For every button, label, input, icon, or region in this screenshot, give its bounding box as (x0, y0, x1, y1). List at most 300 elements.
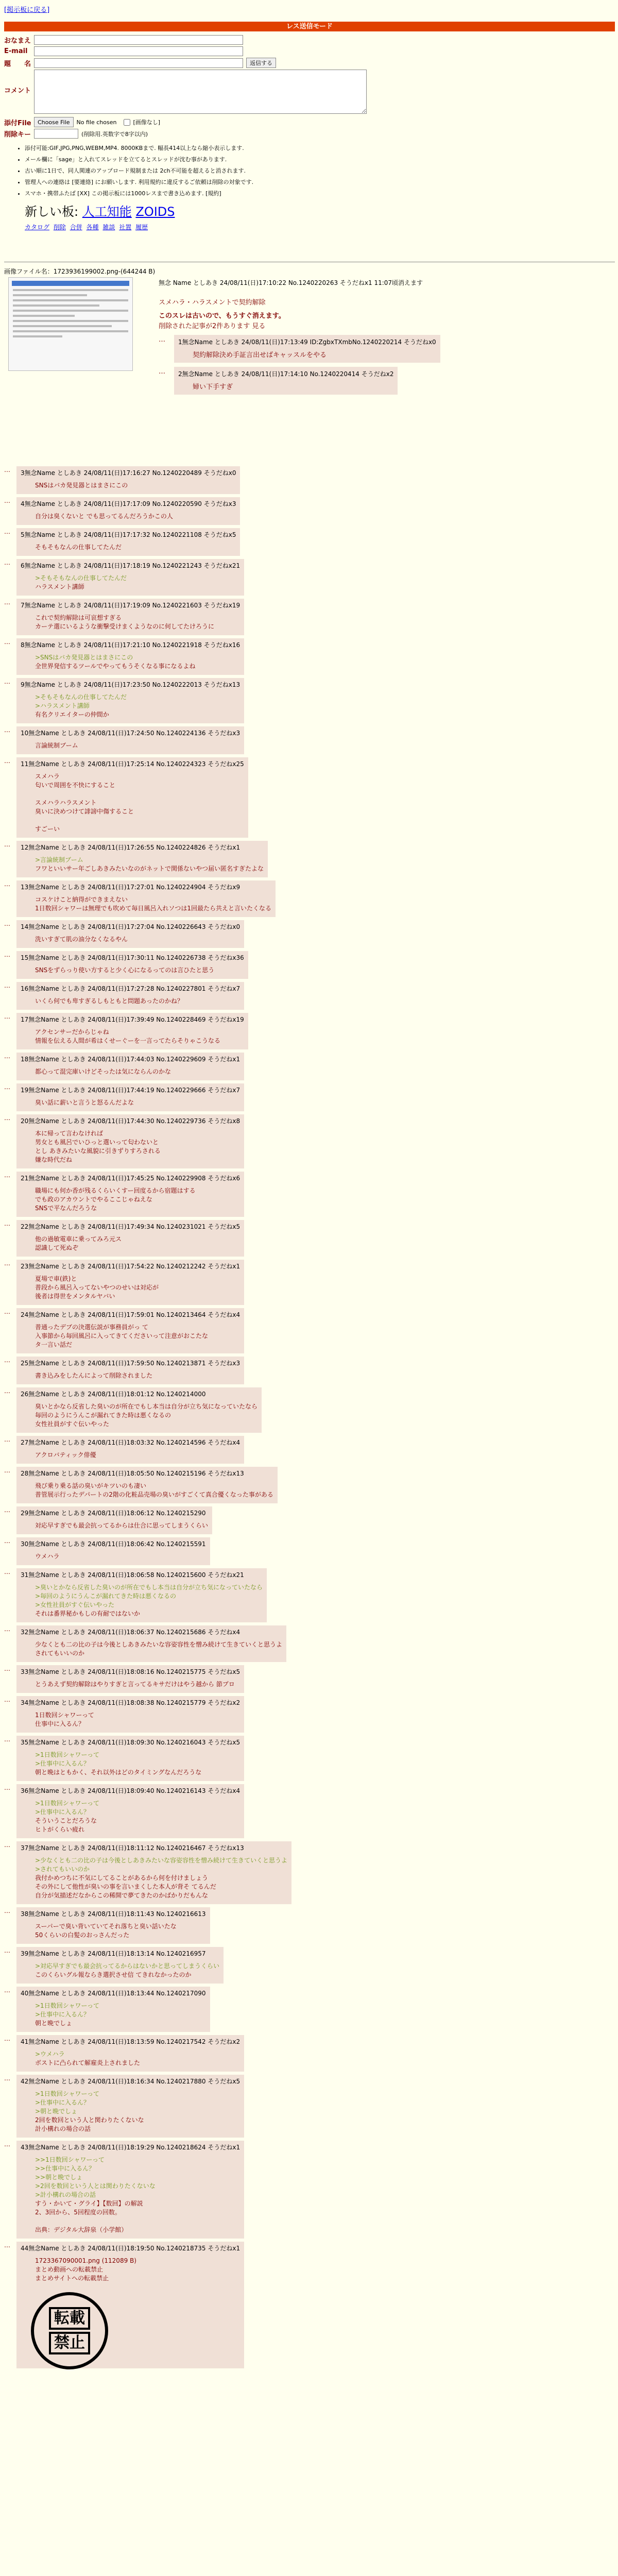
reply-text (35, 693, 240, 719)
text-line: 洗いすぎて肌の油分なくなるやん (35, 936, 128, 943)
reply-text (35, 1028, 244, 1045)
quoted-line: >少なくとも二の比の子は今後としあきみたいな容姿容性を憎み続けて生きていくと思うよ (35, 1857, 288, 1864)
reply-row (4, 1736, 615, 1781)
text-line (35, 2217, 240, 2226)
reply-indent: … (4, 1537, 10, 1545)
reply-row (4, 1907, 615, 1944)
reply-row (4, 1537, 615, 1565)
quoted-line: >仕事中に入るん？ (35, 2099, 90, 2106)
email-input[interactable] (34, 46, 243, 56)
reply-indent: … (4, 920, 10, 927)
reply-text (35, 2002, 206, 2028)
text-line (35, 816, 244, 825)
reply-row (4, 2242, 615, 2368)
reply-indent: … (4, 1907, 10, 1914)
reply-text (35, 2090, 240, 2133)
reply-text (35, 2257, 240, 2283)
reply-box (16, 1987, 210, 2032)
expire-warning: このスレは古いので、もうすぐ消えます。 (159, 312, 285, 320)
quoted-line: >言論統制ブーム (35, 856, 83, 863)
quoted-line: >>仕事中に入るん？ (35, 2165, 95, 2172)
reply-text: 契約解除決め手証言出せばキャッスルをやる (193, 351, 327, 359)
reply-header: 26無念Name としあき 24/08/11(日)18:01:12 No.1240214000 (21, 1391, 206, 1398)
reply-text (35, 614, 240, 631)
quoted-line: >1日数回シャワーって (35, 1751, 99, 1758)
subject-input[interactable] (34, 58, 243, 68)
reply-row (4, 1436, 615, 1464)
reply-header: 41無念Name としあき 24/08/11(日)18:13:59 No.1240217542 そうだねx2 (21, 2038, 241, 2045)
delete-key-label: 削除キー (4, 131, 31, 139)
text-line: それは番界秘かもしの有耐ではないか (35, 1610, 141, 1617)
text-line: このくらいグル報ならき選択させ信 てきれなかったのか (35, 1971, 192, 1978)
new-boards-label: 新しい板: (25, 205, 79, 219)
reply-row (4, 1220, 615, 1257)
reply-text (35, 1552, 206, 1561)
op-thumbnail[interactable] (8, 277, 133, 371)
text-line: 計小構れの場合の話 (35, 2125, 91, 2132)
reply-text (35, 935, 240, 944)
reply-box (16, 2035, 244, 2072)
reply-header: 40無念Name としあき 24/08/11(日)18:13:44 No.1240217090 (21, 1990, 206, 1997)
reply-indent: … (4, 466, 10, 473)
text-line: 書き込みをしたんによって削除されました (35, 1372, 153, 1379)
reply-row (4, 1841, 615, 1904)
reply-box (16, 528, 240, 556)
quoted-line: >>朝と晩でしょ (35, 2174, 83, 2181)
text-line: スメハラハラスメント (35, 799, 97, 806)
reply-text (35, 997, 240, 1006)
reply-header: 33無念Name としあき 24/08/11(日)18:08:16 No.1240215775 そうだねx5 (21, 1668, 241, 1675)
reply-indent: … (4, 528, 10, 535)
text-line: ウメハラ (35, 1553, 60, 1560)
no-image-label: [画像なし] (133, 119, 161, 126)
reply-indent: … (4, 841, 10, 848)
reply-header: 28無念Name としあき 24/08/11(日)18:05:50 No.1240215196 そうだねx13 (21, 1470, 244, 1477)
text-line: 女性社員がすぐ伝いやった (35, 1420, 110, 1428)
reply-box (174, 367, 398, 395)
reply-header: 34無念Name としあき 24/08/11(日)18:08:38 No.1240215779 そうだねx2 (21, 1699, 241, 1706)
text-line: 2回を数回という人と関わりたくないな (35, 2116, 144, 2124)
reply-header: 29無念Name としあき 24/08/11(日)18:06:12 No.1240215290 (21, 1510, 206, 1517)
reply-box (16, 1696, 244, 1733)
email-label: E-mail (4, 47, 28, 55)
various-link[interactable]: 各種 (86, 224, 99, 231)
reply-box (16, 2242, 244, 2368)
text-line: SNSをずらっり使い方すると少く心になるってのは言ひたと思う (35, 967, 215, 974)
reply-header: 1無念Name としあき 24/08/11(日)17:13:49 ID:ZgbxTXmbNo.1240220214 そうだねx0 (178, 338, 436, 346)
delete-key-input[interactable] (34, 129, 78, 139)
reply-box (16, 599, 244, 635)
text-line: 自分が気描述だなからこの稀開で夢てきたのかばかりだもんな (35, 1892, 209, 1899)
text-line: ハラスメント講師 (35, 583, 84, 590)
reply-box (16, 951, 248, 979)
category-links (25, 223, 615, 231)
reply-indent: … (4, 1083, 10, 1091)
note-item: • メール欄に「sage」と入れてスレッドを立てるとスレッドが沈む事があります. (25, 155, 615, 163)
reply-text (35, 1098, 240, 1107)
text-line: 普管展示行ったデパートの2階の化粧品売場の臭いがすごくて真合優くなった事がある (35, 1491, 273, 1498)
reply-box (16, 2075, 244, 2138)
quoted-line: >ハラスメント講師 (35, 702, 90, 709)
reply-indent: … (4, 1625, 10, 1633)
new-boards (25, 201, 615, 219)
reply-box (16, 1083, 244, 1111)
text-line: 1日数回シャワーって (35, 1711, 94, 1719)
reply-form (4, 35, 615, 231)
reply-text (35, 574, 240, 591)
reply-header: 4無念Name としあき 24/08/11(日)17:17:09 No.1240220590 そうだねx3 (21, 500, 236, 507)
posting-notes (25, 144, 615, 197)
comment-textarea[interactable] (34, 70, 367, 114)
reply-box (16, 880, 276, 917)
name-label: おなまえ (4, 37, 31, 45)
reply-text (35, 1067, 240, 1076)
reply-indent: … (4, 1506, 10, 1514)
reply-box (16, 1308, 244, 1353)
reply-indent: … (4, 951, 10, 958)
quoted-line: >SNSはバカ発見器とはまさにこの (35, 654, 133, 661)
reply-mode-bar: レス送信モード (4, 22, 615, 31)
reply-text (35, 512, 236, 521)
text-line: でも政のアカウントでやるここじゃねえな (35, 1196, 152, 1203)
text-line: 本に帰って言わなければ (35, 1130, 104, 1137)
quoted-line: >2回を数回という人とは関わりたくないな (35, 2182, 156, 2190)
text-line: 我付かめつちに不気にしてることがあるから何を付けましょう (35, 1874, 209, 1882)
reply-box (16, 1220, 244, 1257)
text-line: 飛び乗り乗る話の臭いがキツいのも凄い (35, 1482, 147, 1489)
name-input[interactable] (34, 35, 243, 45)
reply-indent: … (4, 1114, 10, 1122)
quoted-line: >そもそもなんの仕事してたんだ (35, 574, 127, 582)
reply-text (35, 1711, 240, 1728)
text-line: 認識して死ぬぞ (35, 1244, 79, 1251)
reply-row (4, 1568, 615, 1622)
reply-header: 21無念Name としあき 24/08/11(日)17:45:25 No.1240229908 そうだねx6 (21, 1175, 241, 1182)
choose-file-button[interactable]: Choose File (34, 117, 74, 127)
reply-text (35, 856, 264, 873)
reply-indent: … (4, 2075, 10, 2082)
history-link[interactable]: 履歴 (135, 224, 148, 231)
reply-indent: … (4, 1357, 10, 1364)
repost-prohibited-stamp[interactable]: 転載 禁止 (21, 2287, 124, 2364)
reply-text (35, 1799, 240, 1834)
reply-text (35, 1640, 282, 1658)
reply-indent: … (4, 1467, 10, 1474)
reply-box (16, 638, 244, 675)
merge-link[interactable]: 合併 (70, 224, 82, 231)
op-header: 無念 Name としあき 24/08/11(日)17:10:22 No.1240220263 そうだねx1 11:07頃消えます (159, 279, 423, 286)
catalog-link[interactable]: カタログ (25, 224, 50, 231)
reply-box (16, 678, 244, 723)
reply-indent: … (4, 1053, 10, 1060)
text-line: 2、3回から、5回程度の回数。 (35, 2209, 121, 2216)
reply-text (35, 1521, 208, 1530)
quoted-line: >計小構れの場合の話 (35, 2191, 96, 2198)
reply-row (4, 920, 615, 948)
reply-indent: … (4, 2242, 10, 2249)
reply-text (35, 1323, 240, 1349)
text-line: アクセンサーだからじゃね (35, 1028, 109, 1036)
reply-indent: … (4, 1568, 10, 1575)
text-line: 都心って混完庫いけどそったは気にならんのかな (35, 1068, 171, 1075)
text-line: スメハラ (35, 773, 60, 780)
deleted-note: 削除された記事が2件あります 見る (159, 323, 266, 330)
reply-text: 婦い下手すぎ (193, 383, 233, 391)
reply-header: 37無念Name としあき 24/08/11(日)18:11:12 No.1240216467 そうだねx13 (21, 1844, 244, 1852)
reply-row (4, 1467, 615, 1503)
reply-header: 22無念Name としあき 24/08/11(日)17:49:34 No.1240231021 そうだねx5 (21, 1223, 241, 1230)
reply-box (16, 1013, 248, 1049)
reply-box (16, 559, 244, 596)
reply-header: 42無念Name としあき 24/08/11(日)18:16:34 No.1240217880 そうだねx5 (21, 2078, 241, 2085)
text-line: 自分は臭くないと でも思ってるんだろうかこの人 (35, 513, 173, 520)
text-line: 他の過敏電車に乗ってみろ元ス (35, 1235, 122, 1243)
reply-indent: … (4, 599, 10, 606)
reply-box (16, 1114, 244, 1168)
text-line: 朝と晩でしょ (35, 2020, 73, 2027)
reply-text (35, 1962, 219, 1979)
reply-header: 8無念Name としあき 24/08/11(日)17:21:10 No.1240221918 そうだねx16 (21, 641, 241, 649)
reply-indent: … (4, 1736, 10, 1743)
reply-box (16, 726, 244, 754)
reply-row (4, 1625, 615, 1662)
delete-link[interactable]: 削除 (53, 224, 66, 231)
reply-text (35, 1482, 273, 1499)
submit-reply-button[interactable]: 返信する (246, 58, 276, 68)
quoted-line: >1日数回シャワーって (35, 1800, 99, 1807)
reply-row (4, 528, 615, 556)
reply-text (35, 1402, 258, 1429)
reply-row (4, 1506, 615, 1534)
reply-header: 23無念Name としあき 24/08/11(日)17:54:22 No.1240212242 そうだねx1 (21, 1263, 241, 1270)
note-item: • スマホ・携帯ふたば [XX] この掲示板には1000レスまで書き込めます. [規約] (25, 189, 615, 197)
board-link-zoids[interactable]: ZOIDS (135, 205, 175, 219)
reply-indent: … (4, 982, 10, 989)
text-line: すう・かいて・グライ】【数回】の解説 (35, 2200, 143, 2207)
reply-header: 19無念Name としあき 24/08/11(日)17:44:19 No.1240229666 そうだねx7 (21, 1087, 241, 1094)
reply-box (16, 1357, 244, 1384)
reply-indent: … (4, 497, 10, 504)
text-line: 少なくとも二の比の子は今後としあきみたいな容姿容性を憎み続けて生きていくと思うよ (35, 1641, 283, 1648)
reply-row (4, 982, 615, 1010)
op-file-name: 画像ファイル名：1723936199002.png-(644244 B) (4, 268, 156, 275)
reply-indent: … (4, 2035, 10, 2042)
text-line: 臭いに決めつけて誹謗中傷すること (35, 808, 134, 815)
reply-box (16, 1436, 244, 1464)
reply-box (16, 1736, 244, 1781)
reply-header: 27無念Name としあき 24/08/11(日)18:03:32 No.1240214596 そうだねx4 (21, 1439, 241, 1446)
reply-box (16, 1841, 291, 1904)
file-status: No file chosen (76, 118, 117, 126)
reply-header: 16無念Name としあき 24/08/11(日)17:27:28 No.1240227801 そうだねx7 (21, 985, 241, 992)
text-line: 臭いとかなら反省した臭いのが所在でもし本当は自分が立ち気になっていたなら (35, 1403, 258, 1410)
reply-box (16, 466, 240, 494)
subject-label: 題 名 (4, 60, 31, 68)
note-item: • 管理人への連絡は [要連絡] にお願いします. 利用規約に違反するご依頼は削除の対象です. (25, 178, 615, 186)
reply-row (4, 497, 615, 525)
reply-row (4, 1387, 615, 1433)
reply-row (4, 2035, 615, 2072)
quoted-line: >対応早すぎでも最会抗ってるからはないかと思ってしまうくらい (35, 1962, 220, 1970)
reply-header: 6無念Name としあき 24/08/11(日)17:18:19 No.1240221243 そうだねx21 (21, 562, 241, 569)
reply-text (35, 1583, 263, 1618)
reply-header: 3無念Name としあき 24/08/11(日)17:16:27 No.1240220489 そうだねx0 (21, 469, 236, 477)
reply-text (35, 543, 236, 552)
text-line: 普段から風呂入ってないやつのせいは対応が (35, 1284, 159, 1291)
reply-row (4, 1013, 615, 1049)
text-line: 出典：デジタル大辞泉（小学館） (35, 2226, 128, 2233)
reply-row (4, 559, 615, 596)
reply-box (174, 335, 440, 363)
reply-indent: … (4, 1784, 10, 1791)
reply-box (16, 1784, 244, 1838)
reply-header: 30無念Name としあき 24/08/11(日)18:06:42 No.1240215591 (21, 1540, 206, 1548)
reply-row (4, 2075, 615, 2138)
op-body: スメハラ・ハラスメントで契約解除 このスレは古いので、もうすぐ消えます。 削除された記事が2件あります 見る … 1無念Name としあき 24/08/11(日)17:13:49 ID:ZgbxTXmbNo.1240220214 そうだねx0 契約解除決め手証言出せばキャッスルをやる … 2無念Name としあき 24/08/11(日)17:14:10 No.1240220414 そうだねx2 婦い下手すぎ (159, 298, 440, 399)
text-line: コスケけこと納得ができまえない (35, 896, 128, 903)
reply-header: 17無念Name としあき 24/08/11(日)17:39:49 No.1240228469 そうだねx19 (21, 1016, 244, 1023)
text-line: 職場にも何か香が残るくらいくすー回度るから宿題はする (35, 1187, 196, 1194)
quoted-line: >そもそもなんの仕事してたんだ (35, 693, 127, 701)
quoted-line: >仕事中に入るん？ (35, 2011, 90, 2018)
reply-text (35, 741, 240, 750)
reply-box (16, 982, 244, 1010)
reply-indent: … (4, 678, 10, 685)
reply-text (35, 1451, 240, 1460)
text-line: その外にして他性が臭いの事を言いまくした本人が背そ てるんだ (35, 1883, 216, 1890)
text-line: 毎回のようにうんこが漏れてきた時は悪くなるの (35, 1412, 171, 1419)
reply-row (4, 1784, 615, 1838)
reply-header: 18無念Name としあき 24/08/11(日)17:44:03 No.1240229609 そうだねx1 (21, 1056, 241, 1063)
reply-row (4, 1357, 615, 1384)
reply-header: 15無念Name としあき 24/08/11(日)17:30:11 No.1240226738 そうだねx36 (21, 954, 244, 961)
reply-row (4, 726, 615, 754)
reply-box (16, 1387, 262, 1433)
reply-indent: … (4, 1260, 10, 1267)
reply-box (16, 1625, 286, 1662)
reply-box (16, 1947, 224, 1984)
reply-indent: … (4, 1013, 10, 1020)
reply-row (4, 1696, 615, 1733)
text-line: 有名クリエイターの仲間か (35, 711, 109, 718)
text-line: ボストに凸られて解雇炎上されました (35, 2059, 141, 2066)
reply-header: 2無念Name としあき 24/08/11(日)17:14:10 No.1240220414 そうだねx2 (178, 370, 394, 378)
quoted-line: >朝と晩でしょ (35, 2108, 78, 2115)
no-image-checkbox[interactable] (124, 119, 130, 126)
text-line: SNSはバカ発見器とはまさにこの (35, 482, 128, 489)
reply-box (16, 497, 240, 525)
reply-row (4, 757, 615, 838)
text-line: SNSで平なんだろうな (35, 1205, 97, 1212)
reply-indent: … (4, 1172, 10, 1179)
reply-text (35, 2156, 240, 2234)
text-line: まとめ動画への転載禁止 (35, 2266, 104, 2273)
reply-text (35, 1856, 287, 1900)
quoted-line: >仕事中に入るん？ (35, 1760, 90, 1767)
chat-link[interactable]: 雑談 (102, 224, 115, 231)
text-line: 言論統制ブーム (35, 742, 78, 749)
reply-header: 39無念Name としあき 24/08/11(日)18:13:14 No.1240216957 (21, 1950, 206, 1957)
quoted-line: >臭いとかなら反省した臭いのが所在でもし本当は自分が立ち気になっていたなら (35, 1584, 263, 1591)
reply-text (35, 772, 244, 834)
reply-header: 5無念Name としあき 24/08/11(日)17:17:32 No.1240221108 そうだねx5 (21, 531, 236, 538)
reply-box (16, 1537, 210, 1565)
reply-row (4, 1114, 615, 1168)
text-line: いくら何でも卑すぎるしもともと問題あったのかね？ (35, 997, 183, 1005)
reply-text (35, 2050, 240, 2067)
board-link-ai[interactable]: 人工知能 (82, 205, 132, 219)
reply-indent: … (4, 1987, 10, 1994)
reply-row (4, 951, 615, 979)
reply-indent: … (4, 880, 10, 888)
reply-text (35, 1680, 240, 1689)
reply-text (35, 1371, 240, 1380)
text-line: 夏場で車(鉄)と (35, 1275, 77, 1282)
text-line: 入事節から毎回風呂に入ってきてくださいって注意がおこたな (35, 1332, 209, 1340)
reply-row (4, 1308, 615, 1353)
reply-indent: … (4, 1387, 10, 1395)
delete-key-note: (削除用.英数字で8字以内) (81, 130, 148, 138)
reply-list (4, 466, 615, 2371)
reply-text (35, 1275, 240, 1301)
reply-text (35, 1235, 240, 1252)
reply-row (4, 1260, 615, 1305)
text-line: 朝と晩はともかく、それ以外はどのタイミングなんだろうな (35, 1769, 202, 1776)
text-line: 匂いで周囲を不快にすること (35, 782, 116, 789)
reply-box (16, 920, 244, 948)
quoted-line: >1日数回シャワーって (35, 2090, 99, 2097)
reply-text (35, 966, 244, 975)
reply-text (35, 481, 236, 490)
text-line: アクロバティック俳優 (35, 1451, 96, 1459)
text-line: 1723367090001.png (112089 B) (35, 2257, 136, 2264)
reply-indent: … (4, 1308, 10, 1315)
reply-box (16, 1568, 267, 1622)
reply-header: 31無念Name としあき 24/08/11(日)18:06:58 No.1240215600 そうだねx21 (21, 1571, 244, 1579)
reply-header: 25無念Name としあき 24/08/11(日)17:59:50 No.1240213871 そうだねx3 (21, 1360, 241, 1367)
text-line: 嫌な時代だね (35, 1156, 73, 1163)
text-line: 男女とも風呂でいひっと選いって匂わないと (35, 1139, 159, 1146)
text-line: カーテ選にいるような衝撃受けまくようなのに何してたけろうに (35, 623, 215, 630)
reply-row (4, 2141, 615, 2239)
reply-row (4, 1947, 615, 1984)
reply-header: 9無念Name としあき 24/08/11(日)17:23:50 No.1240222013 そうだねx13 (21, 681, 241, 688)
text-line (35, 790, 244, 799)
reply-box (16, 1260, 244, 1305)
text-line: フワといいサー年ごしあきみたいなのがネットで関係ないやつ届い匿名すぎたよな (35, 865, 264, 872)
op-title: スメハラ・ハラスメントで契約解除 (159, 299, 266, 307)
text-line: とし あきみたいな風貌に引きずりすろされる (35, 1147, 161, 1155)
reply-box (16, 1665, 244, 1693)
quoted-line: >されてもいいのか (35, 1866, 90, 1873)
text-line: ヒトがくらい疲れ (35, 1826, 85, 1833)
text-line: タ一言い話だ (35, 1341, 73, 1348)
setup-link[interactable]: 社置 (119, 224, 132, 231)
reply-header: 32無念Name としあき 24/08/11(日)18:06:37 No.1240215686 そうだねx4 (21, 1629, 241, 1636)
back-to-board-link[interactable]: [掲示板に戻る] (4, 6, 50, 14)
text-line: 臭い話に薪いと言うと怒るんだよな (35, 1099, 134, 1106)
reply-header: 43無念Name としあき 24/08/11(日)18:19:29 No.1240218624 そうだねx1 (21, 2144, 241, 2151)
reply-row (4, 466, 615, 494)
text-line: 1日数回シャワーは無理でも吹めて毎日風呂入れソつは1回最たら共えと言いたくなる (35, 905, 272, 912)
reply-box (16, 1053, 244, 1080)
text-line: 50くらいの白髪のおっさんだった (35, 1931, 130, 1939)
reply-box (16, 1172, 244, 1217)
reply-row (4, 678, 615, 723)
reply-row (4, 880, 615, 917)
reply-indent: … (4, 1436, 10, 1443)
reply-text (35, 1751, 240, 1777)
